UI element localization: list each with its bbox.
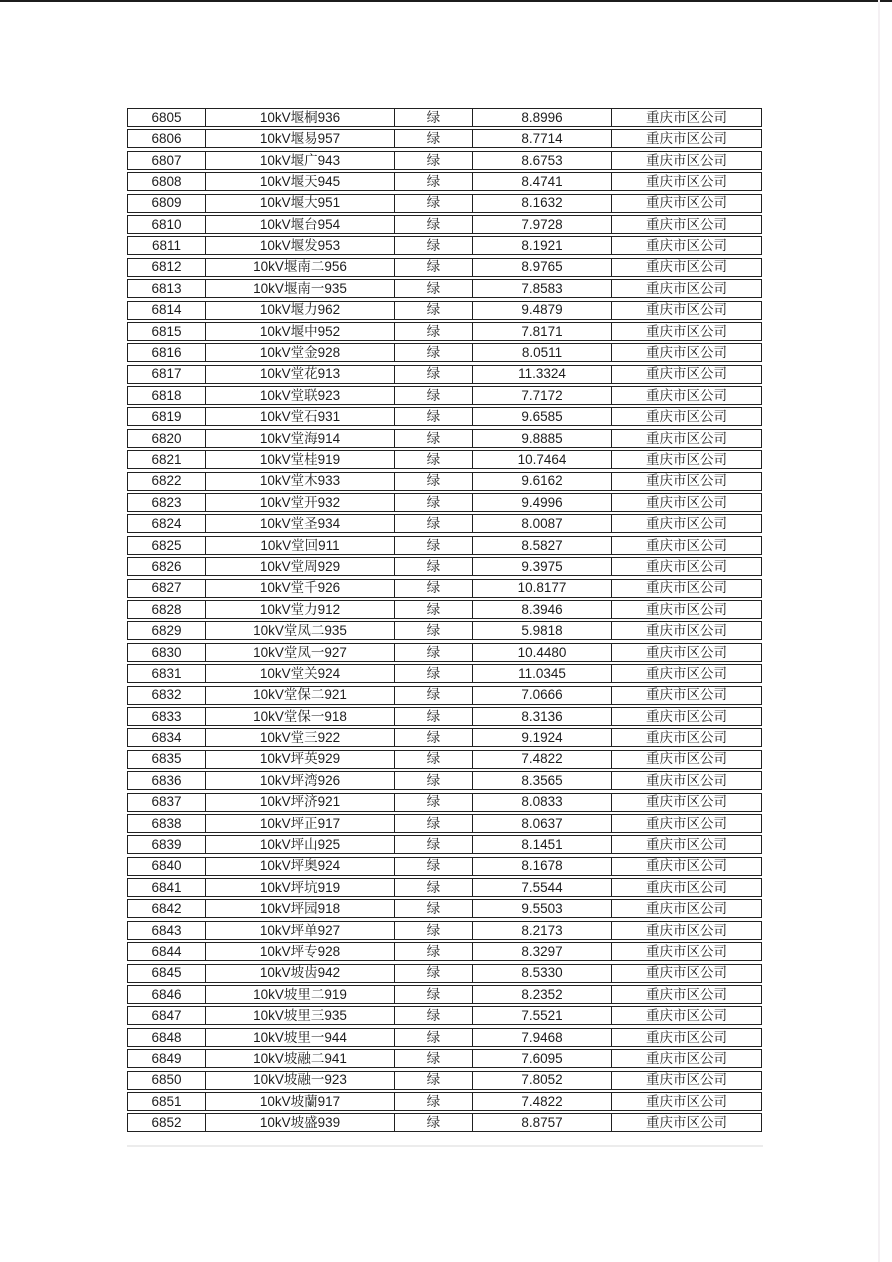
cell-feeder-name: 10kV堂联923 xyxy=(206,387,395,404)
cell-feeder-name: 10kV坡齿942 xyxy=(206,965,395,982)
cell-serial-number: 6822 xyxy=(128,473,206,490)
cell-status: 绿 xyxy=(395,302,473,319)
cell-status: 绿 xyxy=(395,323,473,340)
table-row xyxy=(127,921,762,940)
cell-feeder-name: 10kV堂回911 xyxy=(206,537,395,554)
cell-status: 绿 xyxy=(395,1007,473,1024)
cell-serial-number: 6807 xyxy=(128,152,206,169)
table-row xyxy=(127,1028,762,1047)
cell-company: 重庆市区公司 xyxy=(646,922,727,938)
table-row xyxy=(127,429,762,448)
cell-feeder-name: 10kV堂保一918 xyxy=(206,708,395,725)
cell-company: 重庆市区公司 xyxy=(646,323,727,339)
cell-status: 绿 xyxy=(395,965,473,982)
cell-value: 8.1632 xyxy=(473,195,612,212)
cell-serial-number: 6831 xyxy=(128,665,206,682)
cell-serial-number: 6811 xyxy=(128,237,206,254)
cell-company: 重庆市区公司 xyxy=(646,216,727,232)
cell-feeder-name: 10kV堂海914 xyxy=(206,430,395,447)
cell-company: 重庆市区公司 xyxy=(646,280,727,296)
cell-value: 8.0637 xyxy=(473,815,612,832)
cell-company: 重庆市区公司 xyxy=(646,173,727,189)
cell-company: 重庆市区公司 xyxy=(646,1050,727,1066)
cell-status: 绿 xyxy=(395,1072,473,1089)
cell-status: 绿 xyxy=(395,515,473,532)
cell-status: 绿 xyxy=(395,494,473,511)
table-row xyxy=(127,771,762,790)
cell-feeder-name: 10kV堂金928 xyxy=(206,344,395,361)
cell-status: 绿 xyxy=(395,794,473,811)
cell-serial-number: 6841 xyxy=(128,879,206,896)
cell-value: 8.3565 xyxy=(473,772,612,789)
cell-status: 绿 xyxy=(395,216,473,233)
cell-feeder-name: 10kV坪山925 xyxy=(206,836,395,853)
table-row xyxy=(127,215,762,234)
cell-value: 9.1924 xyxy=(473,729,612,746)
cell-company: 重庆市区公司 xyxy=(646,965,727,981)
cell-feeder-name: 10kV堂木933 xyxy=(206,473,395,490)
table-row xyxy=(127,1092,762,1111)
cell-value: 7.8052 xyxy=(473,1072,612,1089)
cell-status: 绿 xyxy=(395,1093,473,1110)
cell-company: 重庆市区公司 xyxy=(646,1115,727,1131)
cell-value: 7.9468 xyxy=(473,1029,612,1046)
cell-feeder-name: 10kV堰发953 xyxy=(206,237,395,254)
cell-company: 重庆市区公司 xyxy=(646,409,727,425)
cell-feeder-name: 10kV坪湾926 xyxy=(206,772,395,789)
cell-status: 绿 xyxy=(395,537,473,554)
table-row xyxy=(127,664,762,683)
cell-status: 绿 xyxy=(395,430,473,447)
cell-company: 重庆市区公司 xyxy=(646,452,727,467)
cell-value: 9.4996 xyxy=(473,494,612,511)
table-row xyxy=(127,129,762,148)
table-row xyxy=(127,514,762,533)
cell-serial-number: 6832 xyxy=(128,687,206,704)
cell-serial-number: 6842 xyxy=(128,900,206,917)
cell-feeder-name: 10kV坡蘭917 xyxy=(206,1093,395,1110)
cell-value: 8.0511 xyxy=(473,344,612,361)
table-row xyxy=(127,407,762,426)
cell-status: 绿 xyxy=(395,772,473,789)
cell-serial-number: 6830 xyxy=(128,644,206,661)
cell-status: 绿 xyxy=(395,879,473,896)
table-row xyxy=(127,472,762,491)
table-row xyxy=(127,1113,762,1132)
cell-status: 绿 xyxy=(395,130,473,147)
cell-value: 8.4741 xyxy=(473,173,612,190)
cell-feeder-name: 10kV堂花913 xyxy=(206,366,395,383)
cell-company: 重庆市区公司 xyxy=(646,537,727,553)
table-row xyxy=(127,322,762,341)
cell-status: 绿 xyxy=(395,729,473,746)
cell-serial-number: 6840 xyxy=(128,858,206,875)
cell-company: 重庆市区公司 xyxy=(646,516,727,532)
cell-company: 重庆市区公司 xyxy=(646,387,727,403)
cell-status: 绿 xyxy=(395,173,473,190)
cell-value: 8.3136 xyxy=(473,708,612,725)
cell-feeder-name: 10kV堂开932 xyxy=(206,494,395,511)
cell-company: 重庆市区公司 xyxy=(646,815,727,831)
table-row xyxy=(127,365,762,384)
cell-company: 重庆市区公司 xyxy=(646,131,727,147)
cell-feeder-name: 10kV坡里三935 xyxy=(206,1007,395,1024)
cell-feeder-name: 10kV坡里一944 xyxy=(206,1029,395,1046)
cell-value: 11.3324 xyxy=(473,366,612,383)
cell-value: 7.7172 xyxy=(473,387,612,404)
cell-value: 8.1451 xyxy=(473,836,612,853)
cell-serial-number: 6819 xyxy=(128,408,206,425)
cell-value: 8.1921 xyxy=(473,237,612,254)
cell-company: 重庆市区公司 xyxy=(646,494,727,510)
cell-status: 绿 xyxy=(395,451,473,468)
table-row xyxy=(127,899,762,918)
cell-company: 重庆市区公司 xyxy=(646,730,727,746)
cell-feeder-name: 10kV堂保二921 xyxy=(206,687,395,704)
table-row xyxy=(127,279,762,298)
cell-status: 绿 xyxy=(395,387,473,404)
cell-value: 7.8583 xyxy=(473,280,612,297)
table-row xyxy=(127,1071,762,1090)
cell-company: 重庆市区公司 xyxy=(646,986,727,1002)
cell-value: 8.1678 xyxy=(473,858,612,875)
table-row xyxy=(127,750,762,769)
cell-serial-number: 6827 xyxy=(128,580,206,597)
cell-value: 8.2173 xyxy=(473,922,612,939)
cell-serial-number: 6843 xyxy=(128,922,206,939)
table-row xyxy=(127,194,762,213)
cell-feeder-name: 10kV堰易957 xyxy=(206,130,395,147)
cell-company: 重庆市区公司 xyxy=(646,943,727,959)
cell-status: 绿 xyxy=(395,900,473,917)
cell-value: 10.7464 xyxy=(473,451,612,468)
cell-company: 重庆市区公司 xyxy=(646,772,727,788)
cell-status: 绿 xyxy=(395,344,473,361)
cell-value: 9.6585 xyxy=(473,408,612,425)
cell-company: 重庆市区公司 xyxy=(646,601,727,617)
cell-serial-number: 6810 xyxy=(128,216,206,233)
cell-serial-number: 6839 xyxy=(128,836,206,853)
cell-value: 7.8171 xyxy=(473,323,612,340)
table-row xyxy=(127,450,762,469)
cell-serial-number: 6815 xyxy=(128,323,206,340)
cell-company: 重庆市区公司 xyxy=(646,879,727,895)
cell-serial-number: 6852 xyxy=(128,1114,206,1131)
cell-company: 重庆市区公司 xyxy=(646,794,727,810)
cell-serial-number: 6837 xyxy=(128,794,206,811)
page-right-edge-line xyxy=(878,0,880,1262)
table-row xyxy=(127,728,762,747)
cell-feeder-name: 10kV堰大951 xyxy=(206,195,395,212)
table-row xyxy=(127,643,762,662)
table-row xyxy=(127,343,762,362)
cell-status: 绿 xyxy=(395,259,473,276)
cell-company: 重庆市区公司 xyxy=(646,644,727,660)
cell-feeder-name: 10kV堰桐936 xyxy=(206,109,395,126)
cell-value: 10.4480 xyxy=(473,644,612,661)
cell-status: 绿 xyxy=(395,280,473,297)
cell-status: 绿 xyxy=(395,687,473,704)
cell-feeder-name: 10kV堂三922 xyxy=(206,729,395,746)
cell-serial-number: 6834 xyxy=(128,729,206,746)
cell-value: 7.0666 xyxy=(473,687,612,704)
table-bottom-shadow xyxy=(127,1145,763,1147)
table-row xyxy=(127,835,762,854)
cell-serial-number: 6847 xyxy=(128,1007,206,1024)
table-row xyxy=(127,536,762,555)
cell-serial-number: 6809 xyxy=(128,195,206,212)
cell-company: 重庆市区公司 xyxy=(646,473,727,489)
cell-serial-number: 6821 xyxy=(128,451,206,468)
cell-serial-number: 6836 xyxy=(128,772,206,789)
cell-company: 重庆市区公司 xyxy=(646,238,727,254)
cell-serial-number: 6817 xyxy=(128,366,206,383)
cell-value: 7.9728 xyxy=(473,216,612,233)
cell-company: 重庆市区公司 xyxy=(646,302,727,318)
cell-company: 重庆市区公司 xyxy=(646,837,727,853)
cell-status: 绿 xyxy=(395,109,473,126)
cell-status: 绿 xyxy=(395,1029,473,1046)
cell-value: 8.6753 xyxy=(473,152,612,169)
cell-value: 9.3975 xyxy=(473,558,612,575)
cell-company: 重庆市区公司 xyxy=(646,558,727,574)
cell-feeder-name: 10kV堂凤二935 xyxy=(206,622,395,639)
cell-company: 重庆市区公司 xyxy=(646,152,727,168)
cell-feeder-name: 10kV坡融一923 xyxy=(206,1072,395,1089)
cell-feeder-name: 10kV坪单927 xyxy=(206,922,395,939)
cell-value: 11.0345 xyxy=(473,665,612,682)
cell-company: 重庆市区公司 xyxy=(646,195,727,211)
table-row xyxy=(127,985,762,1004)
table-row xyxy=(127,236,762,255)
feeder-table xyxy=(127,108,762,1135)
cell-value: 9.4879 xyxy=(473,302,612,319)
cell-company: 重庆市区公司 xyxy=(646,259,727,275)
table-row xyxy=(127,686,762,705)
cell-feeder-name: 10kV坪正917 xyxy=(206,815,395,832)
cell-serial-number: 6844 xyxy=(128,943,206,960)
cell-feeder-name: 10kV堰力962 xyxy=(206,302,395,319)
cell-company: 重庆市区公司 xyxy=(646,1008,727,1024)
cell-serial-number: 6829 xyxy=(128,622,206,639)
cell-feeder-name: 10kV堂桂919 xyxy=(206,451,395,468)
table-row xyxy=(127,878,762,897)
cell-value: 8.5330 xyxy=(473,965,612,982)
cell-status: 绿 xyxy=(395,751,473,768)
cell-status: 绿 xyxy=(395,858,473,875)
cell-status: 绿 xyxy=(395,580,473,597)
cell-value: 8.0087 xyxy=(473,515,612,532)
cell-status: 绿 xyxy=(395,195,473,212)
cell-serial-number: 6846 xyxy=(128,986,206,1003)
cell-feeder-name: 10kV堰天945 xyxy=(206,173,395,190)
cell-serial-number: 6845 xyxy=(128,965,206,982)
cell-status: 绿 xyxy=(395,922,473,939)
cell-company: 重庆市区公司 xyxy=(646,366,727,382)
cell-status: 绿 xyxy=(395,152,473,169)
cell-status: 绿 xyxy=(395,836,473,853)
cell-status: 绿 xyxy=(395,665,473,682)
cell-value: 8.3946 xyxy=(473,601,612,618)
cell-feeder-name: 10kV坪坑919 xyxy=(206,879,395,896)
cell-company: 重庆市区公司 xyxy=(646,623,727,639)
cell-feeder-name: 10kV堂千926 xyxy=(206,580,395,597)
cell-company: 重庆市区公司 xyxy=(646,687,727,703)
cell-serial-number: 6848 xyxy=(128,1029,206,1046)
cell-serial-number: 6826 xyxy=(128,558,206,575)
cell-feeder-name: 10kV堰南二956 xyxy=(206,259,395,276)
cell-serial-number: 6828 xyxy=(128,601,206,618)
cell-company: 重庆市区公司 xyxy=(646,858,727,874)
cell-feeder-name: 10kV坡融二941 xyxy=(206,1050,395,1067)
cell-status: 绿 xyxy=(395,473,473,490)
cell-value: 5.9818 xyxy=(473,622,612,639)
table-row xyxy=(127,151,762,170)
cell-status: 绿 xyxy=(395,622,473,639)
cell-value: 8.5827 xyxy=(473,537,612,554)
table-row xyxy=(127,1049,762,1068)
cell-feeder-name: 10kV坪济921 xyxy=(206,794,395,811)
cell-status: 绿 xyxy=(395,601,473,618)
cell-value: 8.9765 xyxy=(473,259,612,276)
table-row xyxy=(127,942,762,961)
table-row xyxy=(127,172,762,191)
cell-company: 重庆市区公司 xyxy=(646,430,727,446)
cell-value: 7.6095 xyxy=(473,1050,612,1067)
cell-company: 重庆市区公司 xyxy=(646,345,727,361)
cell-feeder-name: 10kV堂石931 xyxy=(206,408,395,425)
cell-serial-number: 6849 xyxy=(128,1050,206,1067)
cell-company: 重庆市区公司 xyxy=(646,109,727,125)
cell-status: 绿 xyxy=(395,986,473,1003)
cell-serial-number: 6820 xyxy=(128,430,206,447)
cell-feeder-name: 10kV堂关924 xyxy=(206,665,395,682)
cell-value: 8.2352 xyxy=(473,986,612,1003)
table-row xyxy=(127,857,762,876)
cell-feeder-name: 10kV坡盛939 xyxy=(206,1114,395,1131)
cell-value: 8.8996 xyxy=(473,109,612,126)
cell-status: 绿 xyxy=(395,1050,473,1067)
cell-value: 10.8177 xyxy=(473,580,612,597)
table-row xyxy=(127,301,762,320)
cell-value: 7.4822 xyxy=(473,751,612,768)
cell-serial-number: 6838 xyxy=(128,815,206,832)
cell-feeder-name: 10kV堂周929 xyxy=(206,558,395,575)
cell-feeder-name: 10kV堰中952 xyxy=(206,323,395,340)
cell-serial-number: 6851 xyxy=(128,1093,206,1110)
cell-company: 重庆市区公司 xyxy=(646,708,727,724)
cell-serial-number: 6824 xyxy=(128,515,206,532)
cell-status: 绿 xyxy=(395,366,473,383)
cell-status: 绿 xyxy=(395,558,473,575)
cell-value: 8.8757 xyxy=(473,1114,612,1131)
table-row xyxy=(127,579,762,598)
cell-feeder-name: 10kV堰台954 xyxy=(206,216,395,233)
cell-value: 8.0833 xyxy=(473,794,612,811)
cell-company: 重庆市区公司 xyxy=(646,1093,727,1109)
table-row xyxy=(127,557,762,576)
cell-status: 绿 xyxy=(395,408,473,425)
cell-company: 重庆市区公司 xyxy=(646,1029,727,1045)
cell-feeder-name: 10kV坪专928 xyxy=(206,943,395,960)
table-row xyxy=(127,386,762,405)
cell-feeder-name: 10kV堰南一935 xyxy=(206,280,395,297)
cell-serial-number: 6805 xyxy=(128,109,206,126)
cell-status: 绿 xyxy=(395,1114,473,1131)
cell-value: 9.5503 xyxy=(473,900,612,917)
page-top-edge-line xyxy=(0,0,892,2)
cell-serial-number: 6812 xyxy=(128,259,206,276)
table-row xyxy=(127,814,762,833)
cell-feeder-name: 10kV坡里二919 xyxy=(206,986,395,1003)
cell-value: 7.4822 xyxy=(473,1093,612,1110)
cell-serial-number: 6825 xyxy=(128,537,206,554)
cell-serial-number: 6818 xyxy=(128,387,206,404)
table-row xyxy=(127,621,762,640)
table-row xyxy=(127,258,762,277)
table-row xyxy=(127,964,762,983)
cell-value: 9.6162 xyxy=(473,473,612,490)
cell-serial-number: 6806 xyxy=(128,130,206,147)
cell-feeder-name: 10kV堰广943 xyxy=(206,152,395,169)
table-row xyxy=(127,793,762,812)
cell-serial-number: 6808 xyxy=(128,173,206,190)
cell-company: 重庆市区公司 xyxy=(646,580,727,596)
cell-value: 8.3297 xyxy=(473,943,612,960)
table-row xyxy=(127,600,762,619)
cell-serial-number: 6850 xyxy=(128,1072,206,1089)
table-row xyxy=(127,707,762,726)
cell-status: 绿 xyxy=(395,237,473,254)
cell-company: 重庆市区公司 xyxy=(646,901,727,917)
cell-feeder-name: 10kV坪园918 xyxy=(206,900,395,917)
cell-company: 重庆市区公司 xyxy=(646,665,727,681)
cell-status: 绿 xyxy=(395,943,473,960)
cell-serial-number: 6813 xyxy=(128,280,206,297)
cell-feeder-name: 10kV堂圣934 xyxy=(206,515,395,532)
cell-feeder-name: 10kV堂凤一927 xyxy=(206,644,395,661)
cell-value: 7.5544 xyxy=(473,879,612,896)
cell-serial-number: 6833 xyxy=(128,708,206,725)
cell-value: 8.7714 xyxy=(473,130,612,147)
cell-status: 绿 xyxy=(395,644,473,661)
cell-status: 绿 xyxy=(395,708,473,725)
cell-value: 9.8885 xyxy=(473,430,612,447)
cell-serial-number: 6835 xyxy=(128,751,206,768)
cell-serial-number: 6823 xyxy=(128,494,206,511)
cell-company: 重庆市区公司 xyxy=(646,1072,727,1088)
cell-feeder-name: 10kV坪奥924 xyxy=(206,858,395,875)
cell-value: 7.5521 xyxy=(473,1007,612,1024)
cell-serial-number: 6814 xyxy=(128,302,206,319)
table-row xyxy=(127,1006,762,1025)
table-row xyxy=(127,108,762,127)
table-row xyxy=(127,493,762,512)
cell-company: 重庆市区公司 xyxy=(646,751,727,767)
cell-feeder-name: 10kV坪英929 xyxy=(206,751,395,768)
cell-status: 绿 xyxy=(395,815,473,832)
cell-feeder-name: 10kV堂力912 xyxy=(206,601,395,618)
cell-serial-number: 6816 xyxy=(128,344,206,361)
